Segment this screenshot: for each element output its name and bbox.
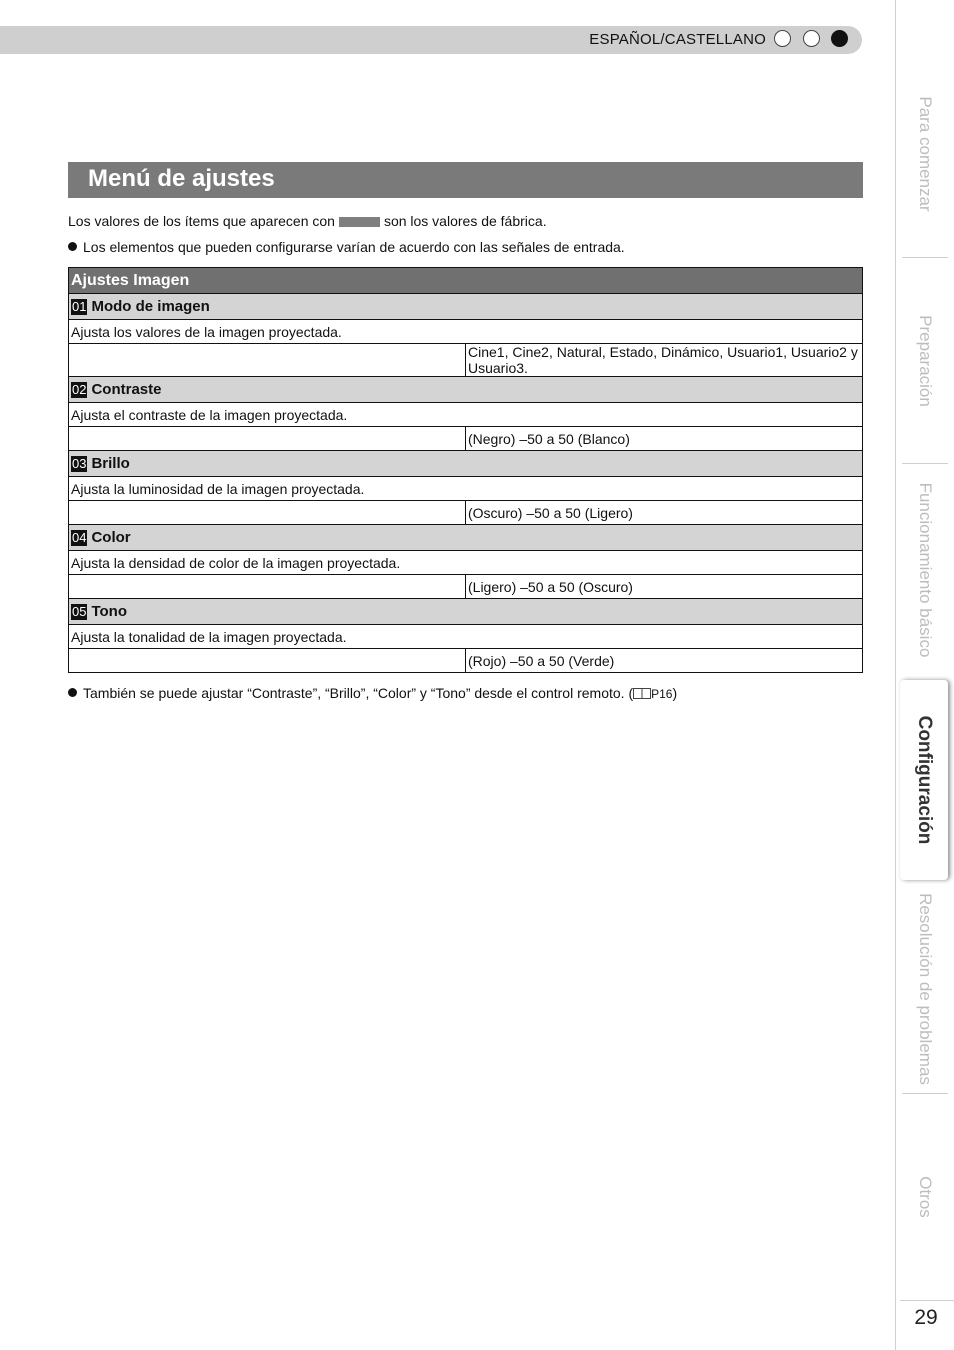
language-label: ESPAÑOL/CASTELLANO [589, 31, 766, 48]
footnote [68, 685, 677, 701]
intro-bullet-text: Los elementos que pueden configurarse varían de acuerdo con las señales de entrada. [83, 239, 625, 255]
description-row [69, 403, 863, 427]
item-name: Contraste [91, 381, 162, 398]
blank-cell [69, 344, 466, 377]
sidebar-tab-configuracion[interactable] [900, 680, 948, 880]
item-row [69, 451, 863, 477]
item-number: 05 [72, 604, 87, 619]
default-value-swatch [339, 217, 380, 227]
item-row [69, 599, 863, 625]
description-row [69, 551, 863, 575]
item-description: Ajusta los valores de la imagen proyectada. [69, 320, 863, 344]
blank-cell [69, 575, 466, 599]
settings-table [68, 267, 863, 673]
item-row [69, 377, 863, 403]
footnote-text: También se puede ajustar “Contraste”, “Brillo”, “Color” y “Tono” desde el control remoto. ( [83, 685, 634, 701]
page-reference[interactable]: P16 [651, 687, 673, 701]
sidebar-tab-label: Funcionamiento básico [916, 482, 935, 658]
item-number: 02 [72, 382, 87, 397]
item-name: Modo de imagen [91, 298, 210, 315]
intro-line-1 [68, 213, 547, 229]
item-number: 01 [72, 299, 87, 314]
bullet-icon [68, 688, 77, 697]
language-dot-1 [774, 30, 791, 47]
values-row [69, 575, 863, 599]
description-row [69, 477, 863, 501]
sidebar-tab-funcionamiento-basico[interactable] [902, 464, 948, 676]
description-row [69, 625, 863, 649]
sidebar-tab-otros[interactable] [902, 1094, 948, 1300]
item-name: Brillo [91, 455, 130, 472]
intro-line-2 [68, 239, 625, 255]
table-header: Ajustes Imagen [69, 268, 863, 294]
language-bar [0, 26, 862, 54]
page-title: Menú de ajustes [88, 165, 275, 192]
values-row [69, 344, 863, 377]
item-description: Ajusta la luminosidad de la imagen proyectada. [69, 477, 863, 501]
intro-text-after: son los valores de fábrica. [383, 213, 547, 229]
page-title-bar [68, 162, 863, 198]
sidebar-tab-label: Resolución de problemas [916, 893, 935, 1085]
item-values: Cine1, Cine2, Natural, Estado, Dinámico, Usuario1, Usuario2 y Usuario3. [466, 344, 863, 377]
description-row [69, 320, 863, 344]
item-values: (Negro) –50 a 50 (Blanco) [466, 427, 863, 451]
sidebar-tab-label: Otros [916, 1176, 935, 1218]
section-sidebar [895, 0, 954, 1350]
item-values: (Ligero) –50 a 50 (Oscuro) [466, 575, 863, 599]
sidebar-tab-label: Configuración [914, 715, 935, 845]
item-name: Color [91, 529, 131, 546]
intro-text-before: Los valores de los ítems que aparecen con [68, 213, 335, 229]
page-number-divider [900, 1300, 954, 1301]
page-number: 29 [914, 1306, 938, 1329]
values-row [69, 649, 863, 673]
blank-cell [69, 649, 466, 673]
item-number: 03 [72, 456, 87, 471]
blank-cell [69, 427, 466, 451]
item-name: Tono [91, 603, 128, 620]
item-description: Ajusta la tonalidad de la imagen proyectada. [69, 625, 863, 649]
values-row [69, 501, 863, 525]
item-row [69, 525, 863, 551]
language-dot-active [831, 30, 848, 47]
item-description: Ajusta la densidad de color de la imagen proyectada. [69, 551, 863, 575]
language-dot-2 [803, 30, 820, 47]
blank-cell [69, 501, 466, 525]
table-header-row [69, 268, 863, 294]
footnote-close: ) [672, 685, 678, 701]
item-values: (Oscuro) –50 a 50 (Ligero) [466, 501, 863, 525]
values-row [69, 427, 863, 451]
book-reference-icon [633, 688, 651, 699]
sidebar-tab-resolucion-de-problemas[interactable] [902, 884, 948, 1094]
item-row [69, 294, 863, 320]
sidebar-tab-para-comenzar[interactable] [902, 50, 948, 258]
bullet-icon [68, 242, 77, 251]
item-description: Ajusta el contraste de la imagen proyectada. [69, 403, 863, 427]
sidebar-tab-preparacion[interactable] [902, 258, 948, 464]
sidebar-tab-label: Preparación [916, 315, 935, 407]
sidebar-tab-label: Para comenzar [916, 96, 935, 212]
item-number: 04 [72, 530, 87, 545]
item-values: (Rojo) –50 a 50 (Verde) [466, 649, 863, 673]
